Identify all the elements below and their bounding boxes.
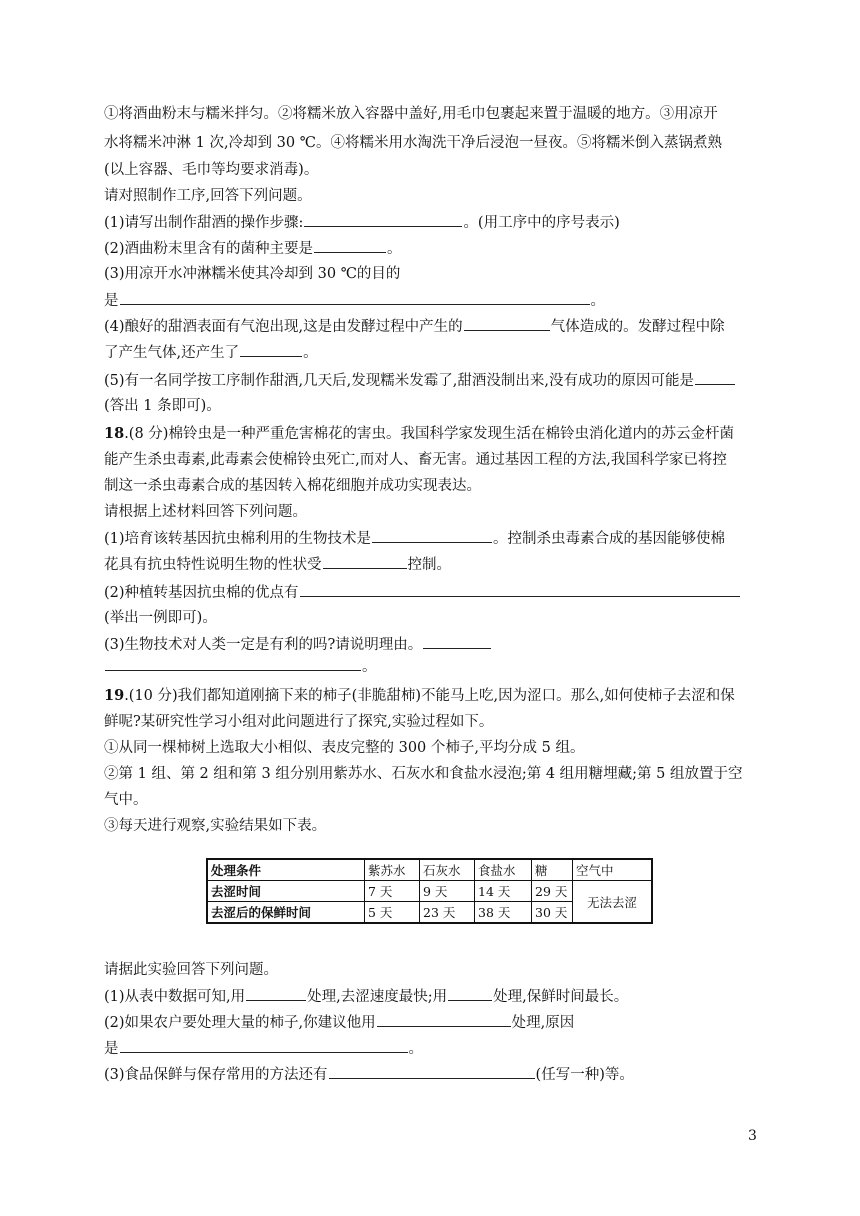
table-cell: 去涩时间: [207, 881, 365, 902]
q19-instruction: 请据此实验回答下列问题。: [104, 962, 278, 978]
q18-sub3-text: (3)生物技术对人类一定是有利的吗?请说明理由。: [104, 637, 423, 653]
q18-sub2-tail: (举出一例即可)。: [104, 610, 217, 626]
q18-stem-line-1: [104, 424, 734, 444]
q19-sub1-mid: 处理,去涩速度最快;用: [307, 989, 448, 1005]
q18-sub1-cont: [104, 554, 451, 575]
q18-sub2: [104, 582, 741, 603]
q17-sub2: [104, 238, 402, 259]
answer-blank[interactable]: [423, 634, 491, 649]
q17-sub5-tail: (答出 1 条即可)。: [104, 398, 221, 414]
table-header-cell: 紫苏水: [365, 859, 420, 881]
q17-sub3-tail: 。: [590, 293, 605, 309]
answer-blank[interactable]: [464, 316, 550, 331]
table-header-cell: 食盐水: [475, 859, 532, 881]
table-header-row: [207, 859, 652, 881]
q19-sub2-text: (2)如果农户要处理大量的柿子,你建议他用: [104, 1015, 376, 1031]
table-header-cell: 处理条件: [207, 859, 365, 881]
answer-blank[interactable]: [120, 290, 590, 305]
q17-sub2-text: (2)酒曲粉末里含有的菌种主要是: [104, 241, 314, 257]
q18-sub1-mid: 。控制杀虫毒素合成的基因能够使棉: [493, 531, 726, 547]
q18-sub2-text: (2)种植转基因抗虫棉的优点有: [104, 585, 299, 601]
q17-instruction: 请对照制作工序,回答下列问题。: [104, 188, 312, 204]
q17-sub1-text: (1)请写出制作甜酒的操作步骤:: [104, 215, 304, 231]
table-row: [207, 881, 652, 902]
q19-sub1-tail: 处理,保鲜时间最长。: [493, 989, 629, 1005]
answer-blank[interactable]: [300, 582, 740, 597]
table-cell-merged: 无法去涩: [573, 881, 653, 924]
q19-score: .(10 分): [124, 688, 178, 704]
q18-stem-line-2: 能产生杀虫毒素,此毒素会使棉铃虫死亡,而对人、畜无害。通过基因工程的方法,我国科学家已将控: [104, 452, 727, 468]
q17-sub4-mid: 气体造成的。发酵过程中除: [550, 319, 725, 335]
q17-sub5-text: (5)有一名同学按工序制作甜酒,几天后,发现糯米发霉了,甜酒没制出来,没有成功的原因可能是: [104, 373, 694, 389]
table-cell: 7 天: [365, 881, 420, 902]
table-header-cell: 石灰水: [420, 859, 475, 881]
q19-stem-line-2: 鲜呢?某研究性学习小组对此问题进行了探究,实验过程如下。: [104, 714, 494, 730]
q17-sub4-tail: 。: [303, 345, 318, 361]
table-cell: 5 天: [365, 902, 420, 924]
q19-step-2: ②第 1 组、第 2 组和第 3 组分别用紫苏水、石灰水和食盐水浸泡;第 4 组用糖埋藏;第 5 组放置于空: [104, 766, 743, 782]
answer-blank[interactable]: [695, 370, 735, 385]
q19-sub1: [104, 986, 628, 1007]
table-cell: 23 天: [420, 902, 475, 924]
table-cell: 14 天: [475, 881, 532, 902]
q17-sub3-prefix: 是: [104, 293, 119, 309]
q19-text-1: 我们都知道刚摘下来的柿子(非脆甜柿)不能马上吃,因为涩口。那么,如何使柿子去涩和保: [177, 688, 735, 704]
results-table: [206, 858, 653, 924]
table-header-cell: 糖: [532, 859, 573, 881]
q19-sub2-mid: 处理,原因: [511, 1015, 575, 1031]
q19-sub2-answer: [104, 1038, 423, 1059]
q19-stem-line-1: [104, 686, 735, 706]
q18-stem-line-3: 制这一杀虫毒素合成的基因转入棉花细胞并成功实现表达。: [104, 478, 481, 494]
q18-text-1: 棉铃虫是一种严重危害棉花的害虫。我国科学家发现生活在棉铃虫消化道内的苏云金杆菌: [168, 426, 734, 442]
q17-sub3: (3)用凉开水冲淋糯米使其冷却到 30 ℃的目的: [104, 266, 401, 282]
table-cell: 38 天: [475, 902, 532, 924]
q19-step-2-cont: 气中。: [104, 792, 148, 808]
table-cell: 29 天: [532, 881, 573, 902]
q19-sub3-tail: (任写一种)等。: [535, 1067, 634, 1083]
q18-sub1-text: (1)培育该转基因抗虫棉利用的生物技术是: [104, 531, 372, 547]
q17-sub1: [104, 212, 620, 233]
q18-sub1-cont-text: 花具有抗虫特性说明生物的性状受: [104, 557, 322, 573]
q19-sub2: [104, 1012, 574, 1033]
q17-text-line-1: ①将酒曲粉末与糯米拌匀。②将糯米放入容器中盖好,用毛巾包裹起来置于温暖的地方。③用凉开: [104, 106, 718, 122]
q17-sub2-tail: 。: [387, 241, 402, 257]
answer-blank[interactable]: [377, 1012, 511, 1027]
answer-blank[interactable]: [246, 986, 306, 1001]
q18-sub3: [104, 634, 492, 655]
answer-blank[interactable]: [240, 342, 302, 357]
table-header-cell: 空气中: [573, 859, 653, 881]
answer-blank[interactable]: [372, 528, 492, 543]
q17-sub4: [104, 316, 725, 337]
q18-sub1-tail: 控制。: [407, 557, 451, 573]
q17-text-line-3: (以上容器、毛巾等均要求消毒)。: [104, 162, 319, 178]
table-cell: 去涩后的保鲜时间: [207, 902, 365, 924]
answer-blank[interactable]: [314, 238, 386, 253]
answer-blank[interactable]: [304, 212, 462, 227]
q17-sub1-tail: 。(用工序中的序号表示): [463, 215, 620, 231]
q18-sub3-tail: 。: [362, 659, 377, 675]
table-cell: 30 天: [532, 902, 573, 924]
q19-sub2-tail: 。: [408, 1041, 423, 1057]
q19-step-3: ③每天进行观察,实验结果如下表。: [104, 818, 327, 834]
table-cell: 9 天: [420, 881, 475, 902]
q17-sub4-cont-text: 了产生气体,还产生了: [104, 345, 240, 361]
q17-sub5: [104, 370, 736, 391]
q19-sub2-prefix: 是: [104, 1041, 119, 1057]
answer-blank[interactable]: [448, 986, 492, 1001]
answer-blank[interactable]: [120, 1038, 408, 1053]
q19-sub3-text: (3)食品保鲜与保存常用的方法还有: [104, 1067, 328, 1083]
q17-sub3-answer: [104, 290, 605, 311]
q18-sub3-answer: [104, 656, 377, 677]
page-number: 3: [748, 1128, 757, 1144]
q17-sub4-cont: [104, 342, 318, 363]
answer-blank[interactable]: [329, 1064, 535, 1079]
q19-step-1: ①从同一棵柿树上选取大小相似、表皮完整的 300 个柿子,平均分成 5 组。: [104, 740, 585, 756]
q18-number: 18: [104, 425, 125, 442]
q17-text-line-2: 水将糯米冲淋 1 次,冷却到 30 ℃。④将糯米用水淘洗干净后浸泡一昼夜。⑤将糯米倒入蒸锅煮熟: [104, 135, 722, 151]
answer-blank[interactable]: [105, 656, 361, 671]
q18-instruction: 请根据上述材料回答下列问题。: [104, 504, 307, 520]
q19-number: 19: [104, 687, 125, 704]
q18-sub1: [104, 528, 725, 549]
q19-sub3: [104, 1064, 634, 1085]
q17-sub4-text: (4)酿好的甜酒表面有气泡出现,这是由发酵过程中产生的: [104, 319, 463, 335]
q19-sub1-text: (1)从表中数据可知,用: [104, 989, 246, 1005]
answer-blank[interactable]: [323, 554, 407, 569]
q18-score: .(8 分): [124, 426, 169, 442]
